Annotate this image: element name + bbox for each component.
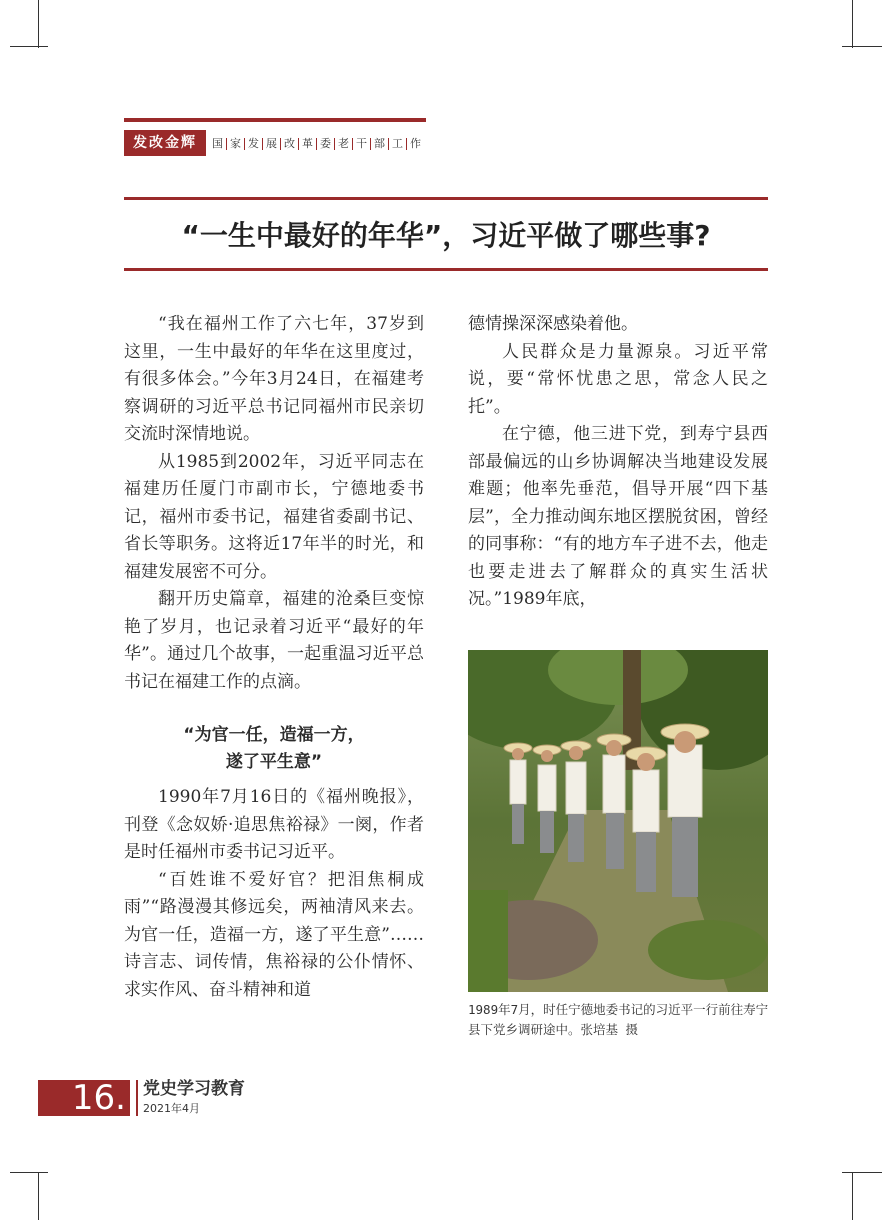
paragraph: “百姓谁不爱好官？把泪焦桐成雨”“路漫漫其修远矣，两袖清风来去。为官一任，造福一方，遂了平生意”……诗言志、词传情，焦裕禄的公仆情怀、求实作风、奋斗精神和道 [124,869,424,1000]
tagline-char: 老 [334,138,352,150]
tagline-char: 国 [212,137,223,150]
crop-mark [842,1172,882,1173]
tagline-char: 改 [280,138,298,150]
paragraph: “我在福州工作了六七年，37岁到这里，一生中最好的年华在这里度过，有很多体会。”今年3月24日，在福建考察调研的习近平总书记同福州市民亲切交流时深情地说。 [124,314,424,444]
page-number: 16. [38,1080,130,1116]
paragraph: 1990年7月16日的《福州晚报》，刊登《念奴娇·追思焦裕禄》一阕，作者是时任福州市委书记习近平。 [124,787,424,862]
paragraph: 从1985到2002年，习近平同志在福建历任厦门市副市长，宁德地委书记，福州市委书记，福建省委副书记、省长等职务。这将近17年半的时光，和福建发展密不可分。 [124,451,424,582]
tagline-char: 部 [370,138,388,150]
title-rule-top [124,197,768,200]
photo-caption: 1989年7月，时任宁德地委书记的习近平一行前往寿宁县下党乡调研途中。张培基 摄 [468,1002,769,1037]
photo-illustration [468,650,768,992]
right-column [468,311,768,614]
issue-date: 2021年4月 [143,1102,200,1115]
crop-mark [10,1172,48,1173]
subheading-line: “为官一任，造福一方， [183,725,365,745]
tagline-char: 革 [298,138,316,150]
tagline-char: 发 [244,138,262,150]
tagline-char: 展 [262,138,280,150]
paragraph: 翻开历史篇章，福建的沧桑巨变惊艳了岁月，也记录着习近平“最好的年华”。通过几个故事，一起重温习近平总书记在福建工作的点滴。 [124,589,424,692]
crop-mark [38,0,39,48]
paragraph: 人民群众是力量源泉。习近平常说，要“常怀忧患之思，常念人民之托”。 [468,341,768,417]
crop-mark [842,46,882,47]
tagline-char: 干 [352,138,370,150]
paragraph-continuation: 德情操深深感染着他。 [468,314,638,334]
title-rule-bottom [124,268,768,271]
tagline-char: 作 [406,138,424,150]
tagline-char: 工 [388,138,406,150]
footer-divider [136,1080,138,1116]
header-rule [124,118,426,122]
column-tagline [212,134,424,154]
section-subheading [124,722,424,776]
article-title: “一生中最好的年华”，习近平做了哪些事? [181,219,711,252]
crop-mark [38,1172,39,1220]
tagline-char: 家 [226,138,244,150]
magazine-name: 党史学习教育 [143,1079,245,1099]
crop-mark [852,1172,853,1220]
left-column [124,311,424,1004]
paragraph: 在宁德，他三进下党，到寿宁县西部最偏远的山乡协调解决当地建设发展难题；他率先垂范，倡导开展“四下基层”，全力推动闽东地区摆脱贫困，曾经的同事称：“有的地方车子进不去，他走也要走进去了解群众的真实生活状况。”1989年底， [468,424,768,609]
crop-mark [852,0,853,48]
column-brand-badge: 发改金辉 [124,130,206,156]
subheading-line: 遂了平生意” [225,752,323,772]
article-photo [468,650,768,992]
crop-mark [10,46,48,47]
tagline-char: 委 [316,138,334,150]
